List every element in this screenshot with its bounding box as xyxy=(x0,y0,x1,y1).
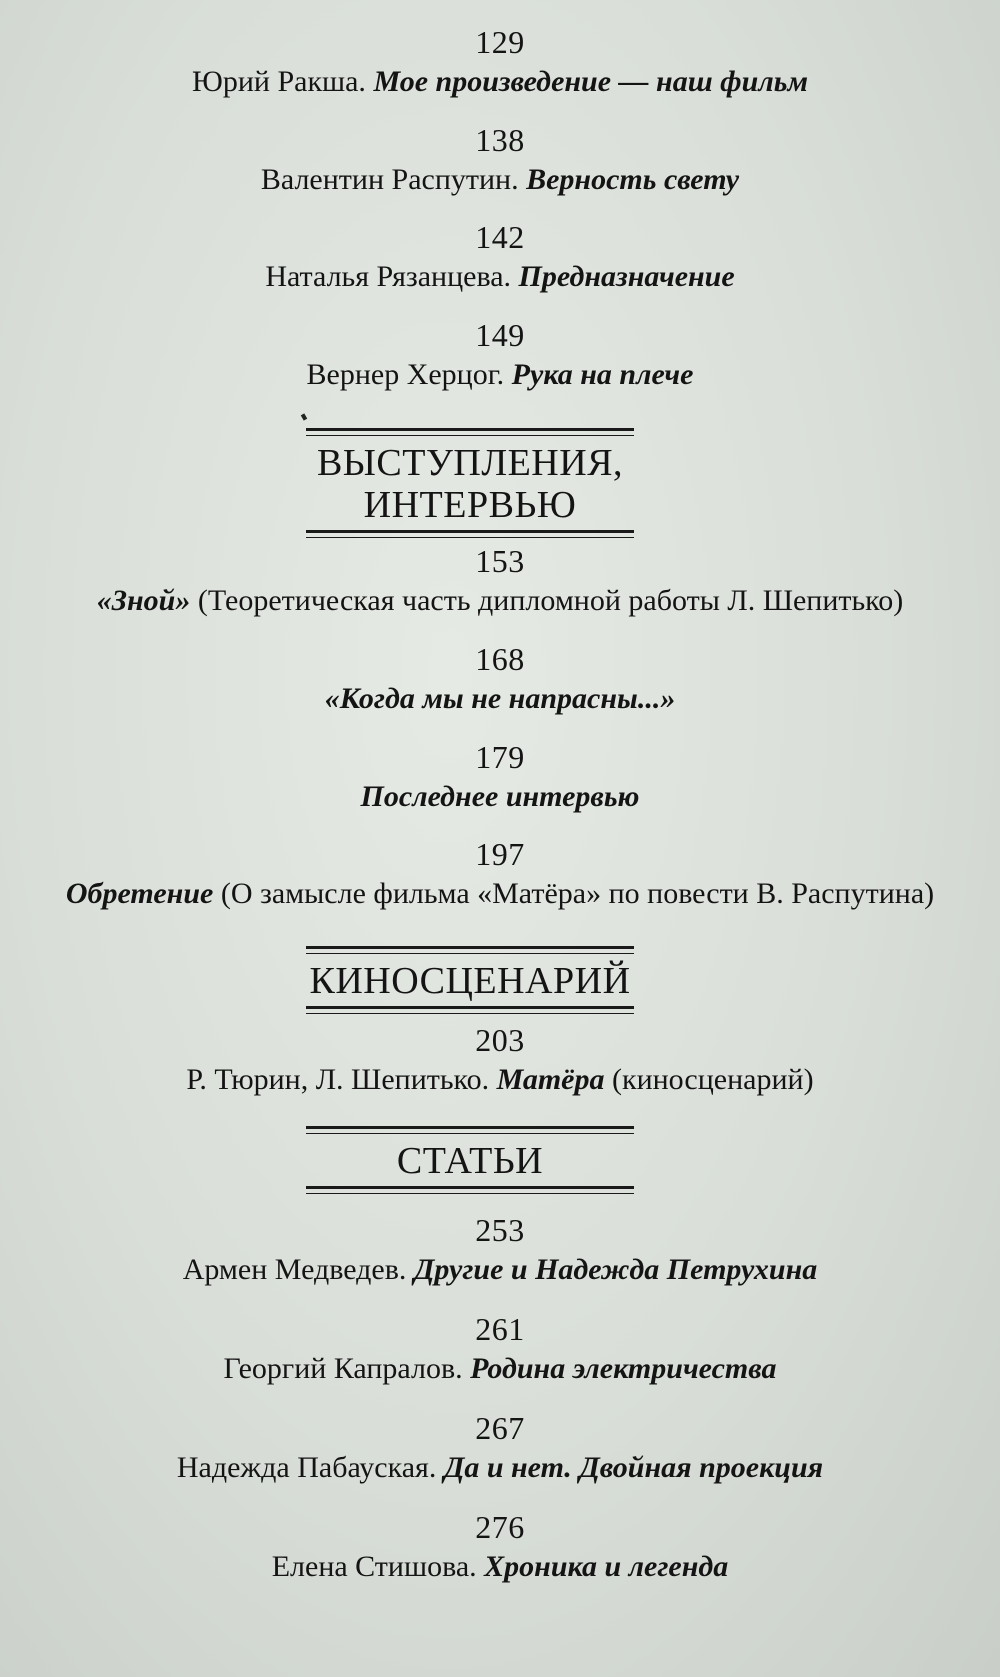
page-number: 253 xyxy=(475,1212,525,1248)
page-number: 179 xyxy=(475,739,525,775)
toc-entry xyxy=(0,739,1000,815)
page-number: 153 xyxy=(475,543,525,579)
double-rule-bottom xyxy=(306,530,634,538)
double-rule-top xyxy=(306,1126,634,1134)
page-number: 267 xyxy=(475,1410,525,1446)
section-header xyxy=(306,1126,634,1194)
entry-title: Рука на плече xyxy=(511,358,694,391)
entry-title: Обретение xyxy=(65,877,214,910)
section-heading-line: ИНТЕРВЬЮ xyxy=(363,484,577,526)
double-rule-bottom xyxy=(306,1006,634,1014)
entry-title: Да и нет. Двойная проекция xyxy=(443,1451,824,1484)
entry-author: Армен Медведев. xyxy=(182,1253,407,1286)
entry-line xyxy=(0,1351,1000,1387)
entry-line xyxy=(0,64,1000,100)
page-number: 168 xyxy=(475,641,525,677)
entry-line xyxy=(0,583,1000,619)
entry-author: Юрий Ракша. xyxy=(192,65,366,98)
entry-title: Предназначение xyxy=(518,260,735,293)
toc-entry xyxy=(0,1311,1000,1387)
entry-title: Родина электричества xyxy=(470,1352,777,1385)
section-heading: КИНОСЦЕНАРИЙ xyxy=(309,960,631,1002)
page-number: 197 xyxy=(475,836,525,872)
page-number: 149 xyxy=(475,317,525,353)
entry-author: Георгий Капралов. xyxy=(223,1352,463,1385)
toc-entry xyxy=(0,122,1000,198)
entry-author: Елена Стишова. xyxy=(271,1550,477,1583)
section-heading-line: ВЫСТУПЛЕНИЯ, xyxy=(316,442,624,484)
page-number: 261 xyxy=(475,1311,525,1347)
entry-line xyxy=(0,162,1000,198)
entry-line xyxy=(0,876,1000,912)
entry-line xyxy=(0,357,1000,393)
entry-note: (киносценарий) xyxy=(612,1063,814,1096)
entry-title: «Зной» xyxy=(96,584,191,617)
toc-entry xyxy=(0,543,1000,619)
page-number: 276 xyxy=(475,1509,525,1545)
entry-note: (Теоретическая часть дипломной работы Л. Шепитько) xyxy=(197,584,904,617)
print-speck xyxy=(301,413,307,420)
double-rule-top xyxy=(306,946,634,954)
entry-author: Наталья Рязанцева. xyxy=(265,260,512,293)
toc-entry xyxy=(0,641,1000,717)
toc-entry xyxy=(0,1410,1000,1486)
entry-line xyxy=(0,1450,1000,1486)
double-rule-bottom xyxy=(306,1186,634,1194)
entry-author: Надежда Пабауская. xyxy=(176,1451,437,1484)
entry-author: Валентин Распутин. xyxy=(260,163,519,196)
page-number: 138 xyxy=(475,122,525,158)
entry-title: «Когда мы не напрасны...» xyxy=(324,682,676,715)
entry-title: Другие и Надежда Петрухина xyxy=(413,1253,818,1286)
page-number: 203 xyxy=(475,1022,525,1058)
entry-title: Матёра xyxy=(496,1063,605,1096)
entry-title: Мое произведение — наш фильм xyxy=(373,65,808,98)
toc-entry xyxy=(0,1212,1000,1288)
entry-line xyxy=(0,1549,1000,1585)
section-heading: СТАТЬИ xyxy=(396,1140,544,1182)
entry-note: (О замысле фильма «Матёра» по повести В. Распутина) xyxy=(220,877,935,910)
section-heading xyxy=(306,442,634,526)
page-number: 129 xyxy=(475,24,525,60)
toc-entry xyxy=(0,24,1000,100)
page-number: 142 xyxy=(475,219,525,255)
entry-line xyxy=(0,1062,1000,1098)
section-header xyxy=(306,946,634,1014)
toc-entry xyxy=(0,1509,1000,1585)
entry-title: Верность свету xyxy=(526,163,740,196)
entry-title: Хроника и легенда xyxy=(484,1550,729,1583)
section-header xyxy=(306,428,634,538)
toc-entry xyxy=(0,317,1000,393)
entry-author: Р. Тюрин, Л. Шепитько. xyxy=(186,1063,490,1096)
double-rule-top xyxy=(306,428,634,436)
entry-author: Вернер Херцог. xyxy=(306,358,505,391)
entry-line xyxy=(0,259,1000,295)
entry-line xyxy=(0,779,1000,815)
entry-line xyxy=(0,681,1000,717)
entry-title: Последнее интервью xyxy=(360,780,640,813)
entry-line xyxy=(0,1252,1000,1288)
toc-entry xyxy=(0,219,1000,295)
toc-entry xyxy=(0,836,1000,912)
toc-entry xyxy=(0,1022,1000,1098)
